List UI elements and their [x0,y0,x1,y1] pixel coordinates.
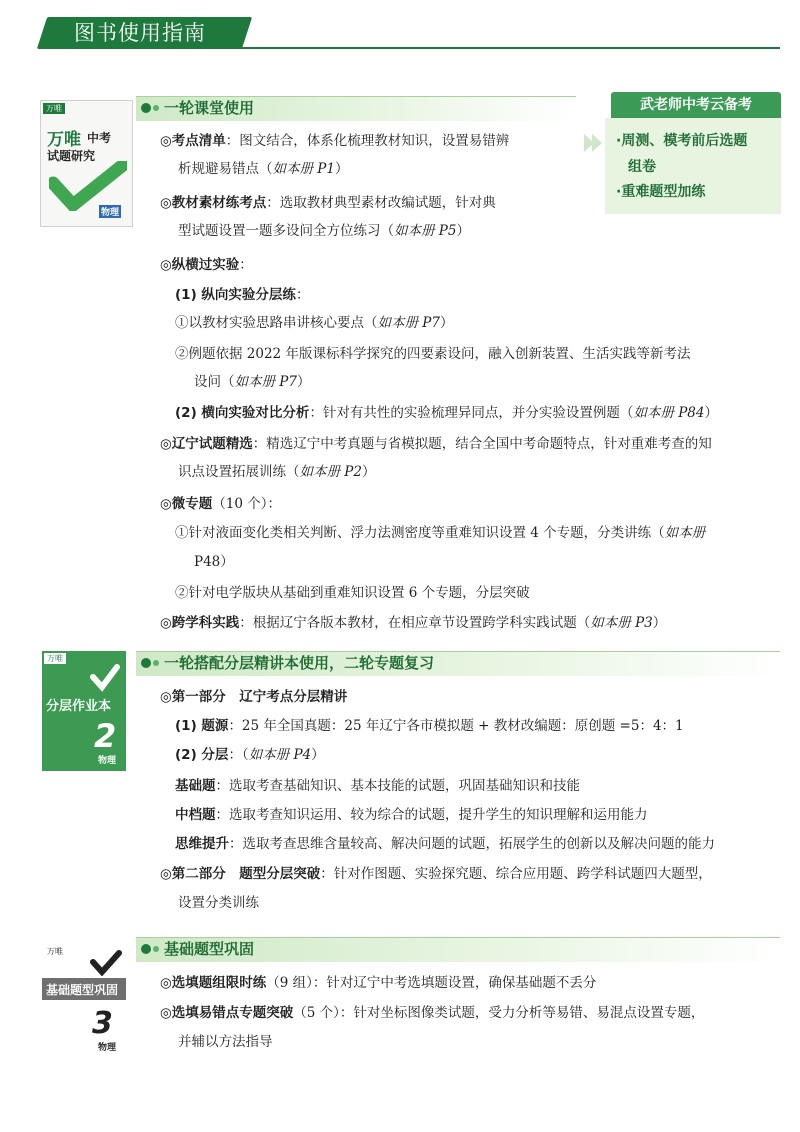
text-line: ②例题依据 2022 年版课标科学探究的四要素设问，融入创新装置、生活实践等新考法 [175,346,691,362]
text-line: 并辅以方法指导 [178,1034,273,1050]
text-line: 型试题设置一题多设问全方位练习（如本册 P5） [178,223,470,239]
text-line: ①针对液面变化类相关判断、浮力法测密度等重难知识设置 4 个专题，分类讲练（如本册 [175,525,706,541]
cover-series: 试题研究 [47,149,96,163]
book-cover-layered-workbook [42,651,126,771]
section-title: 一轮搭配分层精讲本使用，二轮专题复习 [164,654,435,672]
text-line: (2) 横向实验对比分析：针对有共性的实验梳理异同点，并分实验设置例题（如本册 P84） [175,405,718,421]
text-line: ◎第一部分 辽宁考点分层精讲 [160,689,348,705]
bullet-dot [141,658,151,668]
cover-subbrand: 中考 [87,131,112,145]
bullet-dot [153,660,159,666]
cover-subject: 物理 [98,1043,117,1052]
sidebar-item: ·周测、模考前后选题 [616,133,748,149]
cover-title: 分层作业本 [46,699,112,714]
check-icon [49,161,127,211]
text-line: ②针对电学版块从基础到重难知识设置 6 个专题，分层突破 [175,585,530,601]
text-line: 设问（如本册 P7） [194,374,311,390]
book-cover-basic-consolidation [42,944,126,1052]
check-icon [90,663,120,693]
bullet-dot [141,944,151,954]
text-line: ①以教材实验思路串讲核心要点（如本册 P7） [175,315,454,331]
text-line: ◎微专题（10 个）： [160,496,282,512]
bullet-dot [153,105,159,111]
chevron-right-icon [582,132,606,154]
bullet-dot [153,946,159,952]
sidebar-item: 组卷 [628,159,656,175]
text-line: ◎教材素材练考点：选取教材典型素材改编试题，针对典 [160,195,496,211]
cover-badge: 万唯 [43,103,65,114]
text-line: ◎选填题组限时练（9 组）：针对辽宁中考选填题设置，确保基础题不丢分 [160,975,597,991]
text-line: (2) 分层：（如本册 P4） [175,747,325,763]
text-line: ◎选填易错点专题突破（5 个）：针对坐标图像类试题，受力分析等易错、易混点设置专题， [160,1005,705,1021]
check-icon [90,950,122,976]
text-line: ◎纵横过实验： [160,257,253,273]
text-line: ◎辽宁试题精选：精选辽宁中考真题与省模拟题，结合全国中考命题特点，针对重难考查的知 [160,436,712,452]
page-title: 图书使用指南 [74,21,206,45]
cover-title: 基础题型巩固 [46,983,119,997]
text-line: 中档题：选取考查知识运用、较为综合的试题，提升学生的知识理解和运用能力 [175,807,648,823]
text-line: (1) 题源：25 年全国真题：25 年辽宁各市模拟题 + 教材改编题：原创题 =5：4：1 [175,718,684,734]
text-line: 基础题：选取考查基础知识、基本技能的试题，巩固基础知识和技能 [175,778,580,794]
cover-brand: 万唯 [47,130,81,150]
bullet-dot [141,103,151,113]
text-line: (1) 纵向实验分层练： [175,287,310,303]
text-line: 思维提升：选取考查思维含量较高、解决问题的试题，拓展学生的创新以及解决问题的能力 [175,836,715,852]
cover-subject: 物理 [98,756,117,766]
text-line: P48） [194,554,234,570]
section-title: 基础题型巩固 [164,940,255,958]
text-line: 析规避易错点（如本册 P1） [178,161,349,177]
header-rule [232,47,780,49]
book-cover-test-research [40,100,133,227]
sidebar-item: ·重难题型加练 [616,184,706,200]
text-line: 识点设置拓展训练（如本册 P2） [178,464,376,480]
cover-number: 3 [92,1006,113,1041]
cover-badge: 万唯 [44,946,66,957]
text-line: 设置分类训练 [178,895,259,911]
text-line: ◎第二部分 题型分层突破：针对作图题、实验探究题、综合应用题、跨学科试题四大题型， [160,866,712,882]
text-line: ◎跨学科实践：根据辽宁各版本教材，在相应章节设置跨学科实践试题（如本册 P3） [160,615,667,631]
sidebar-card-title: 武老师中考云备考 [611,92,781,118]
text-line: ◎考点清单：图文结合，体系化梳理教材知识，设置易错辨 [160,133,510,149]
cover-number: 2 [94,717,117,755]
cover-badge: 万唯 [44,653,66,664]
section-title: 一轮课堂使用 [164,99,255,117]
cover-subject: 物理 [99,205,121,218]
